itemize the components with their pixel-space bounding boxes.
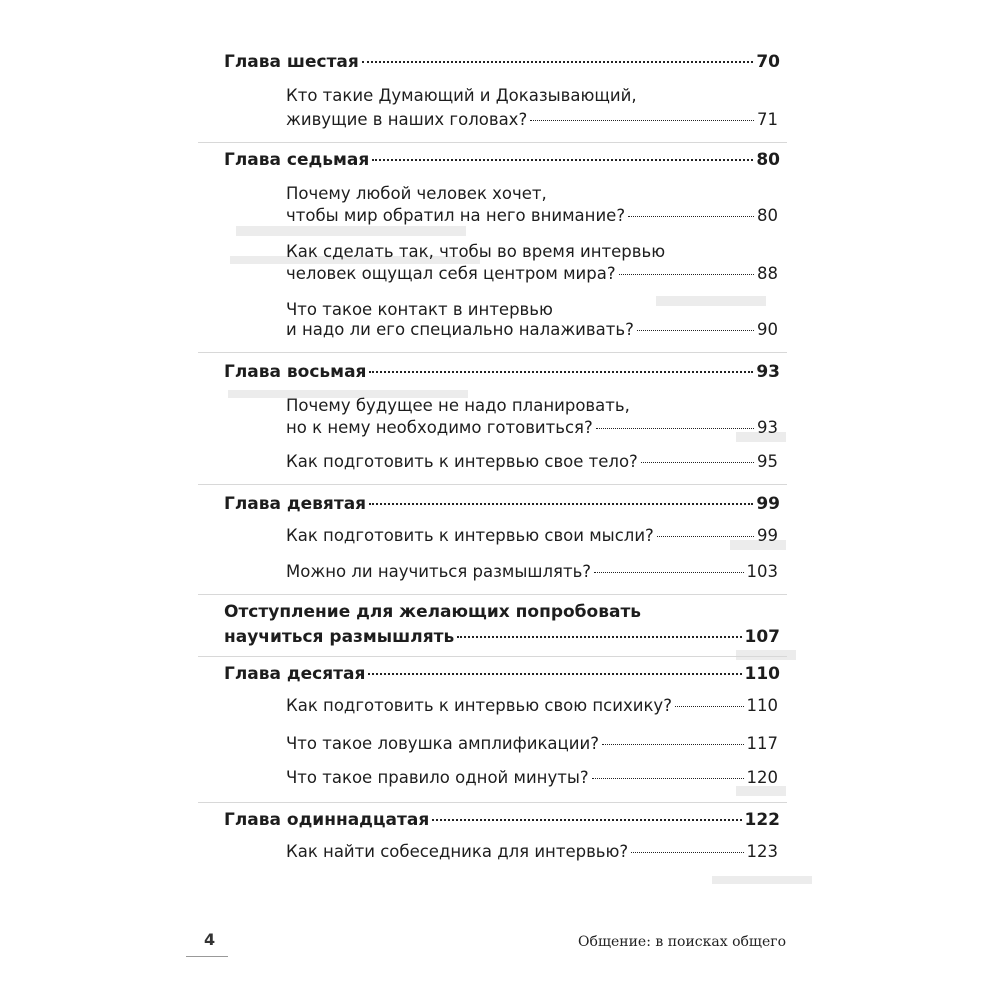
divider [198,802,787,803]
dot-leader [362,61,754,63]
dot-leader [369,371,753,373]
toc-chapter-6[interactable] [224,52,780,72]
toc-entry-ch10-q2[interactable] [286,734,778,754]
toc-entry-line: Кто такие Думающий и Доказывающий, [286,86,637,105]
entry-title: Как подготовить к интервью свои мысли? [286,526,654,545]
toc-entry-ch8-q2[interactable] [286,452,778,472]
divider [198,484,787,485]
toc-entry-ch10-q1[interactable] [286,696,778,716]
chapter-title: научиться размышлять [224,627,455,647]
dot-leader [592,778,744,779]
folio-number: 4 [204,930,216,949]
toc-entry-ch7-q3[interactable] [286,320,778,340]
entry-title: Можно ли научиться размышлять? [286,562,592,581]
toc-entry-line: Как сделать так, чтобы во время интервью [286,242,666,261]
toc-entry-ch7-q2[interactable] [286,264,778,284]
page-number: 123 [746,842,778,861]
page-number: 95 [757,452,778,471]
toc-chapter-9[interactable] [224,494,780,514]
dot-leader [637,330,754,331]
page-number: 90 [757,320,778,339]
entry-title: и надо ли его специально налаживать? [286,320,634,339]
entry-title: Как подготовить к интервью свою психику? [286,696,672,715]
dot-leader [596,428,754,429]
chapter-title: Глава девятая [224,494,367,514]
page-number: 93 [757,418,778,437]
page-number: 70 [756,52,780,72]
toc-digression[interactable] [224,627,780,647]
dot-leader [530,120,754,121]
toc-entry-line: Почему любой человек хочет, [286,184,547,203]
divider [198,352,787,353]
chapter-title: Глава десятая [224,664,366,684]
page-number: 117 [746,734,778,753]
page-number: 110 [744,664,780,684]
chapter-title: Глава восьмая [224,362,367,382]
toc-chapter-11[interactable] [224,810,780,830]
toc-entry-line: Почему будущее не надо планировать, [286,396,630,415]
page-number: 107 [744,627,780,647]
chapter-title: Глава седьмая [224,150,370,170]
divider [198,594,787,595]
dot-leader [628,216,754,217]
page-number: 99 [757,526,778,545]
entry-title: Что такое ловушка амплификации? [286,734,599,753]
toc-entry-line: Что такое контакт в интервью [286,300,553,319]
dot-leader [457,636,741,638]
toc-chapter-7[interactable] [224,150,780,170]
page-number: 122 [744,810,780,830]
toc-entry-ch9-q1[interactable] [286,526,778,546]
divider [198,656,787,657]
entry-title: но к нему необходимо готовиться? [286,418,593,437]
chapter-title: Глава одиннадцатая [224,810,430,830]
chapter-title: Глава шестая [224,52,359,72]
dot-leader [657,536,754,537]
entry-title: Что такое правило одной минуты? [286,768,589,787]
entry-title: Как найти собеседника для интервью? [286,842,629,861]
entry-title: Как подготовить к интервью свое тело? [286,452,638,471]
toc-entry-ch8-q1[interactable] [286,418,778,438]
page-number: 88 [757,264,778,283]
toc-entry-ch7-q1[interactable] [286,206,778,226]
page-number: 120 [746,768,778,787]
page-number: 110 [746,696,778,715]
toc-entry-ch10-q3[interactable] [286,768,778,788]
dot-leader [619,274,754,275]
dot-leader [372,159,753,161]
toc-entry-ch9-q2[interactable] [286,562,778,582]
toc-entry-line: Отступление для желающих попробовать [224,602,642,622]
page-number: 93 [756,362,780,382]
entry-title: человек ощущал себя центром мира? [286,264,616,283]
running-title: Общение: в поисках общего [578,934,786,950]
toc-entry-ch6-q1[interactable] [286,110,778,130]
entry-title: живущие в наших головах? [286,110,528,129]
dot-leader [602,744,744,745]
dot-leader [641,462,754,463]
toc-chapter-10[interactable] [224,664,780,684]
divider [198,142,787,143]
toc-entry-ch11-q1[interactable] [286,842,778,862]
dot-leader [369,503,753,505]
dot-leader [432,819,741,821]
page-number: 99 [756,494,780,514]
dot-leader [675,706,744,707]
page-folio [186,930,228,957]
page-number: 103 [746,562,778,581]
page-number: 71 [757,110,778,129]
entry-title: чтобы мир обратил на него внимание? [286,206,626,225]
page-number: 80 [757,206,778,225]
dot-leader [594,572,743,573]
dot-leader [368,673,741,675]
toc-chapter-8[interactable] [224,362,780,382]
page-number: 80 [756,150,780,170]
dot-leader [631,852,743,853]
